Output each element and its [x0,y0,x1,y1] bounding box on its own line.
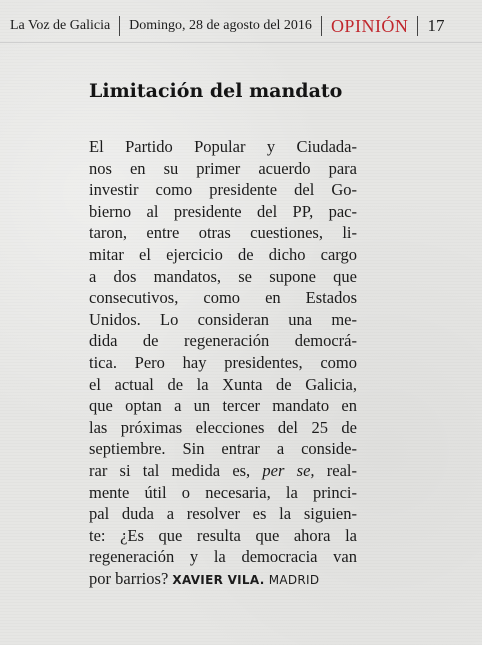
body-line: el actual de la Xunta de Galicia, [89,374,357,394]
author-location: MADRID [268,572,320,587]
body-line: taron, entre otras cuestiones, li- [89,223,357,243]
letter-article [89,78,357,589]
body-line: El Partido Popular y Ciudada- [89,137,357,156]
italic-phrase: per se, [262,460,315,480]
body-text: por barrios? [89,568,169,588]
author-name: XAVIER VILA. [172,572,265,587]
body-line: Unidos. Lo consideran una me- [89,309,357,329]
body-line-with-italic [89,460,357,482]
body-line: mente útil o necesaria, la princi- [89,482,357,502]
header-divider [119,16,120,36]
body-line: investir como presidente del Go- [89,180,357,200]
body-text: real- [314,460,357,480]
header-divider [417,16,418,36]
signature-line [89,568,357,590]
newspaper-name: La Voz de Galicia [10,18,111,33]
body-line: dida de regeneración democrá- [89,331,357,351]
body-line: consecutivos, como en Estados [89,288,357,308]
article-headline: Limitación del mandato [89,80,343,102]
body-line: pal duda a resolver es la siguien- [89,504,357,524]
section-label: OPINIÓN [330,15,409,36]
page-header [10,14,472,38]
body-line: mitar el ejercicio de dicho cargo [89,244,357,264]
article-body [89,136,357,589]
body-line: nos en su primer acuerdo para [89,158,357,178]
header-divider [321,16,322,36]
body-text: rar si tal medida es, [89,460,263,480]
body-line: que optan a un tercer mandato en [89,396,357,416]
body-line: tica. Pero hay presidentes, como [89,352,357,372]
body-line: a dos mandatos, se supone que [89,266,357,286]
publication-date: Domingo, 28 de agosto del 2016 [129,18,312,33]
header-rule [0,42,482,43]
body-line: septiembre. Sin entrar a conside- [89,439,357,459]
page-number: 17 [427,16,445,35]
body-line: las próximas elecciones del 25 de [89,417,357,437]
body-line: bierno al presidente del PP, pac- [89,201,357,221]
body-line: regeneración y la democracia van [89,547,357,567]
body-line: te: ¿Es que resulta que ahora la [89,525,357,545]
